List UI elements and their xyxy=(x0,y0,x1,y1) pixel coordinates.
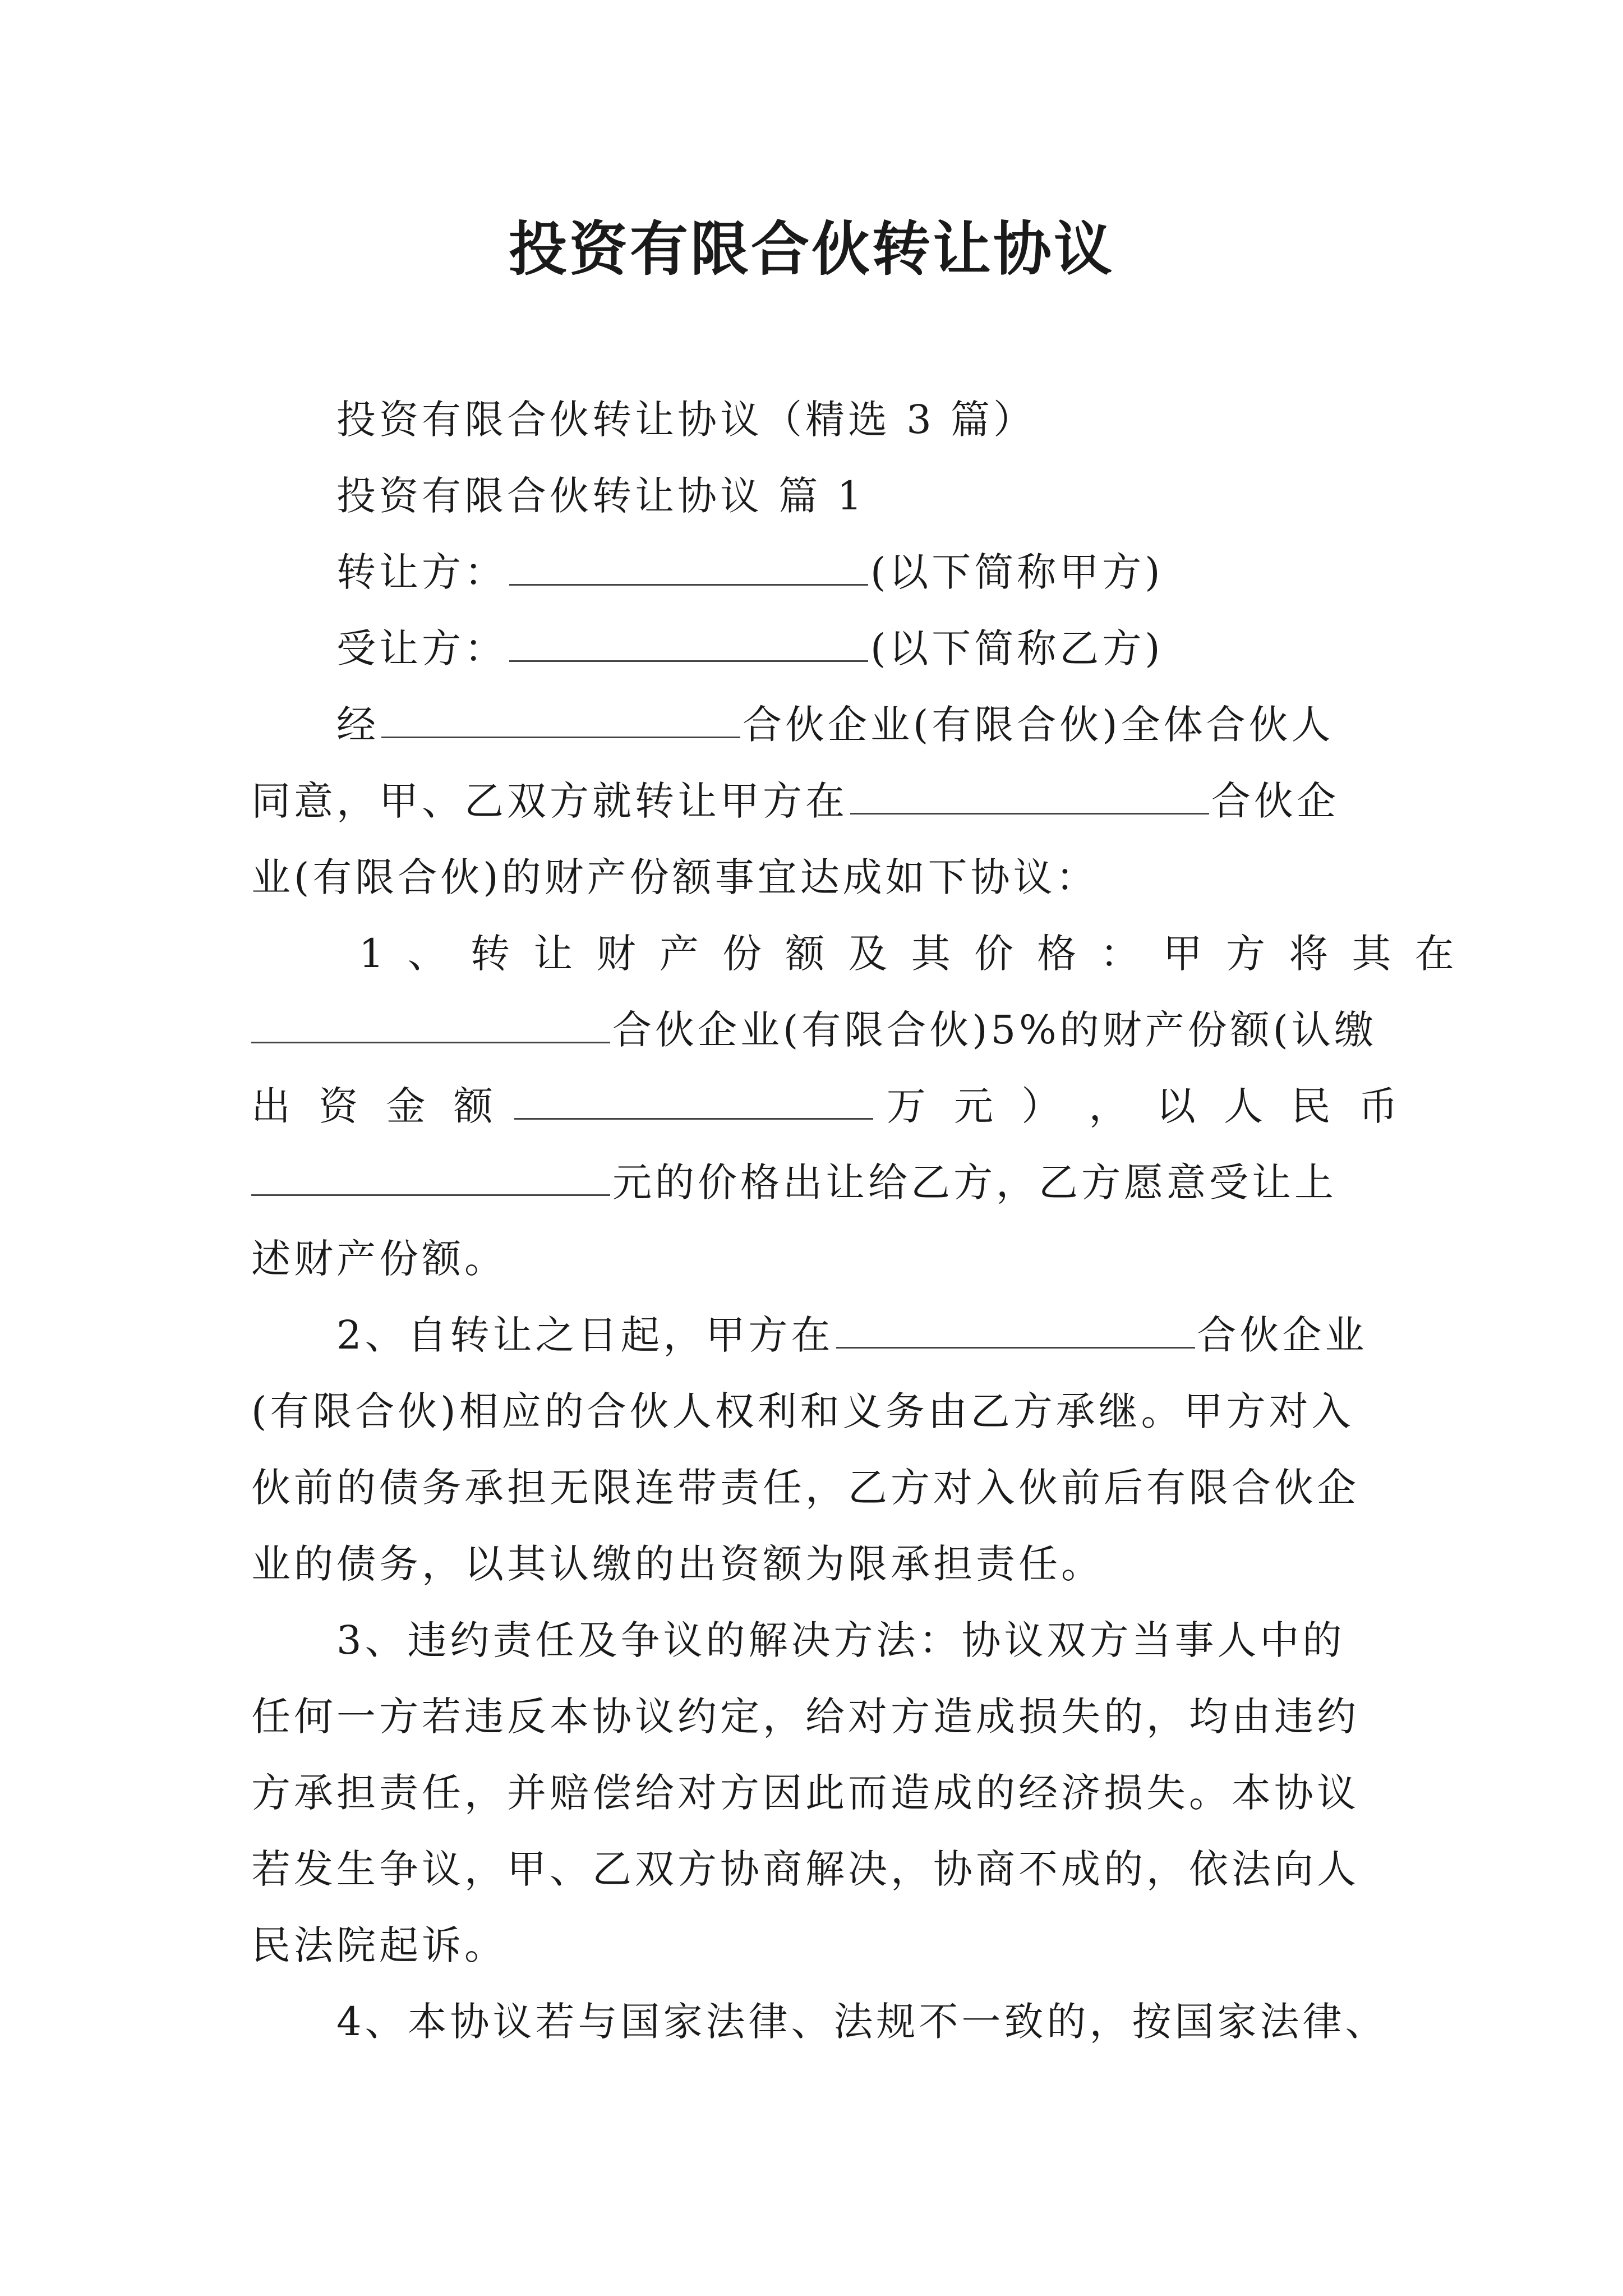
intro-text-a: 经 xyxy=(336,702,379,748)
clause-2-line-2: (有限合伙)相应的合伙人权利和义务由乙方承继。甲方对入 xyxy=(251,1388,1354,1434)
transferee-line xyxy=(336,610,1164,687)
intro-line-3: 业(有限合伙)的财产份额事宜达成如下协议： xyxy=(251,854,1099,900)
intro-line-2 xyxy=(251,763,1339,839)
section-heading: 投资有限合伙转让协议 篇 1 xyxy=(336,473,866,519)
capital-amount-blank xyxy=(514,1084,873,1120)
clause-4-line-1: 4、本协议若与国家法律、法规不一致的，按国家法律、 xyxy=(336,1999,1388,2045)
clause-2-text-1b: 合伙企业 xyxy=(1197,1312,1368,1358)
transferee-label: 受让方： xyxy=(336,625,507,671)
clause-1-line-2 xyxy=(251,992,1377,1068)
clause-3-line-4: 若发生争议，甲、乙双方协商解决，协商不成的，依法向人 xyxy=(251,1846,1359,1892)
intro-text-b: 合伙企业(有限合伙)全体合伙人 xyxy=(743,702,1334,748)
transferee-blank xyxy=(509,627,868,662)
subtitle: 投资有限合伙转让协议（精选 3 篇） xyxy=(336,397,1036,443)
clause-1-text-3a: 出 资 金 额 xyxy=(251,1083,501,1129)
transferor-line xyxy=(336,534,1164,610)
clause-3-line-5: 民法院起诉。 xyxy=(251,1922,507,1968)
clause-2-text-1a: 2、自转让之日起，甲方在 xyxy=(336,1312,834,1358)
clause-3-line-2: 任何一方若违反本协议约定，给对方造成损失的，均由违约 xyxy=(251,1694,1359,1740)
clause-2-line-3: 伙前的债务承担无限连带责任，乙方对入伙前后有限合伙企 xyxy=(251,1465,1359,1511)
clause-1-text-2: 合伙企业(有限合伙)5%的财产份额(认缴 xyxy=(612,1007,1377,1053)
clause-1-text-3b: 万 元 ） ， 以 人 民 币 xyxy=(886,1083,1406,1129)
transferor-blank xyxy=(509,550,868,586)
intro-text-c: 同意，甲、乙双方就转让甲方在 xyxy=(251,778,848,824)
price-blank xyxy=(251,1161,610,1196)
document-title: 投资有限合伙转让协议 xyxy=(508,215,1114,283)
clause-1-enterprise-blank xyxy=(251,1008,610,1043)
clause-3-line-1: 3、违约责任及争议的解决方法：协议双方当事人中的 xyxy=(336,1617,1345,1663)
enterprise-blank-2 xyxy=(850,779,1209,815)
clause-3-line-3: 方承担责任，并赔偿给对方因此而造成的经济损失。本协议 xyxy=(251,1770,1359,1816)
clause-2-enterprise-blank xyxy=(836,1313,1195,1349)
enterprise-blank-1 xyxy=(381,703,740,738)
clause-1-line-5: 述财产份额。 xyxy=(251,1236,507,1282)
intro-text-d: 合伙企 xyxy=(1211,778,1339,824)
clause-1-line-4 xyxy=(251,1144,1337,1221)
transferor-label: 转让方： xyxy=(336,549,507,595)
clause-1-line-1: 1 、 转 让 财 产 份 额 及 其 价 格 ： 甲 方 将 其 在 xyxy=(359,931,1460,977)
clause-1-text-4: 元的价格出让给乙方，乙方愿意受让上 xyxy=(612,1159,1337,1205)
clause-1-line-3 xyxy=(251,1068,1406,1144)
clause-2-line-4: 业的债务，以其认缴的出资额为限承担责任。 xyxy=(251,1541,1104,1587)
clause-2-line-1 xyxy=(336,1297,1368,1373)
intro-line-1 xyxy=(336,687,1334,763)
transferee-suffix: (以下简称乙方) xyxy=(870,625,1164,671)
transferor-suffix: (以下简称甲方) xyxy=(870,549,1164,595)
